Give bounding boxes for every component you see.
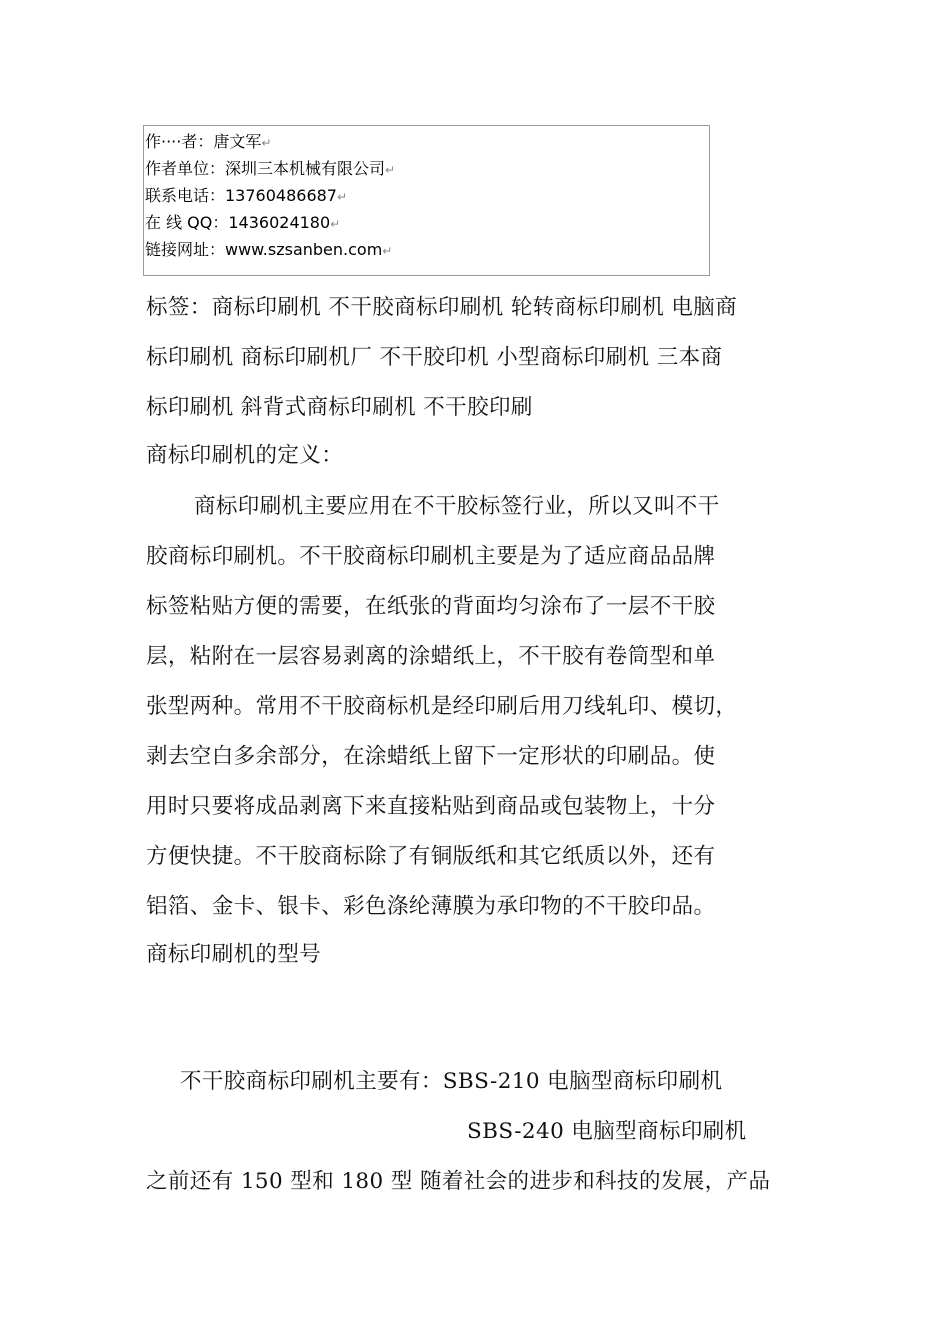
return-mark-icon: ↵: [261, 136, 272, 150]
phone-line: 联系电话：13760486687↵: [145, 186, 348, 205]
models-line-3: 之前还有 150 型和 180 型 随着社会的进步和科技的发展，产品: [146, 1169, 771, 1194]
author-line: 作····者：唐文军↵: [145, 132, 272, 151]
models-line-2: SBS-240 电脑型商标印刷机: [467, 1119, 747, 1144]
return-mark-icon: ↵: [385, 163, 396, 177]
tags-line-3: 标印刷机 斜背式商标印刷机 不干胶印刷: [146, 395, 533, 420]
return-mark-icon: ↵: [382, 244, 393, 258]
definition-line: 商标印刷机主要应用在不干胶标签行业，所以又叫不干: [194, 494, 720, 519]
tags-line-2: 标印刷机 商标印刷机厂 不干胶印机 小型商标印刷机 三本商: [146, 345, 723, 370]
qq-line: 在 线 QQ：1436024180↵: [145, 213, 341, 232]
definition-line: 胶商标印刷机。不干胶商标印刷机主要是为了适应商品品牌: [146, 544, 716, 569]
models-line-1: 不干胶商标印刷机主要有：SBS-210 电脑型商标印刷机: [180, 1069, 723, 1094]
models-heading: 商标印刷机的型号: [146, 942, 322, 967]
author-unit-line: 作者单位：深圳三本机械有限公司↵: [145, 159, 396, 178]
definition-line: 层，粘附在一层容易剥离的涂蜡纸上，不干胶有卷筒型和单: [146, 644, 716, 669]
return-mark-icon: ↵: [336, 190, 348, 204]
definition-line: 铝箔、金卡、银卡、彩色涤纶薄膜为承印物的不干胶印品。: [146, 894, 716, 919]
tags-line-1: 标签：商标印刷机 不干胶商标印刷机 轮转商标印刷机 电脑商: [146, 295, 738, 320]
definition-line: 标签粘贴方便的需要，在纸张的背面均匀涂布了一层不干胶: [146, 594, 716, 619]
return-mark-icon: ↵: [330, 217, 341, 231]
author-info-box: [143, 125, 710, 276]
definition-line: 用时只要将成品剥离下来直接粘贴到商品或包装物上，十分: [146, 794, 716, 819]
website-line: 链接网址：www.szsanben.com↵: [145, 240, 393, 259]
definition-line: 张型两种。常用不干胶商标机是经印刷后用刀线轧印、模切，: [146, 694, 738, 719]
definition-line: 剥去空白多余部分，在涂蜡纸上留下一定形状的印刷品。使: [146, 744, 716, 769]
definition-heading: 商标印刷机的定义：: [146, 443, 344, 468]
definition-line: 方便快捷。不干胶商标除了有铜版纸和其它纸质以外，还有: [146, 844, 716, 869]
